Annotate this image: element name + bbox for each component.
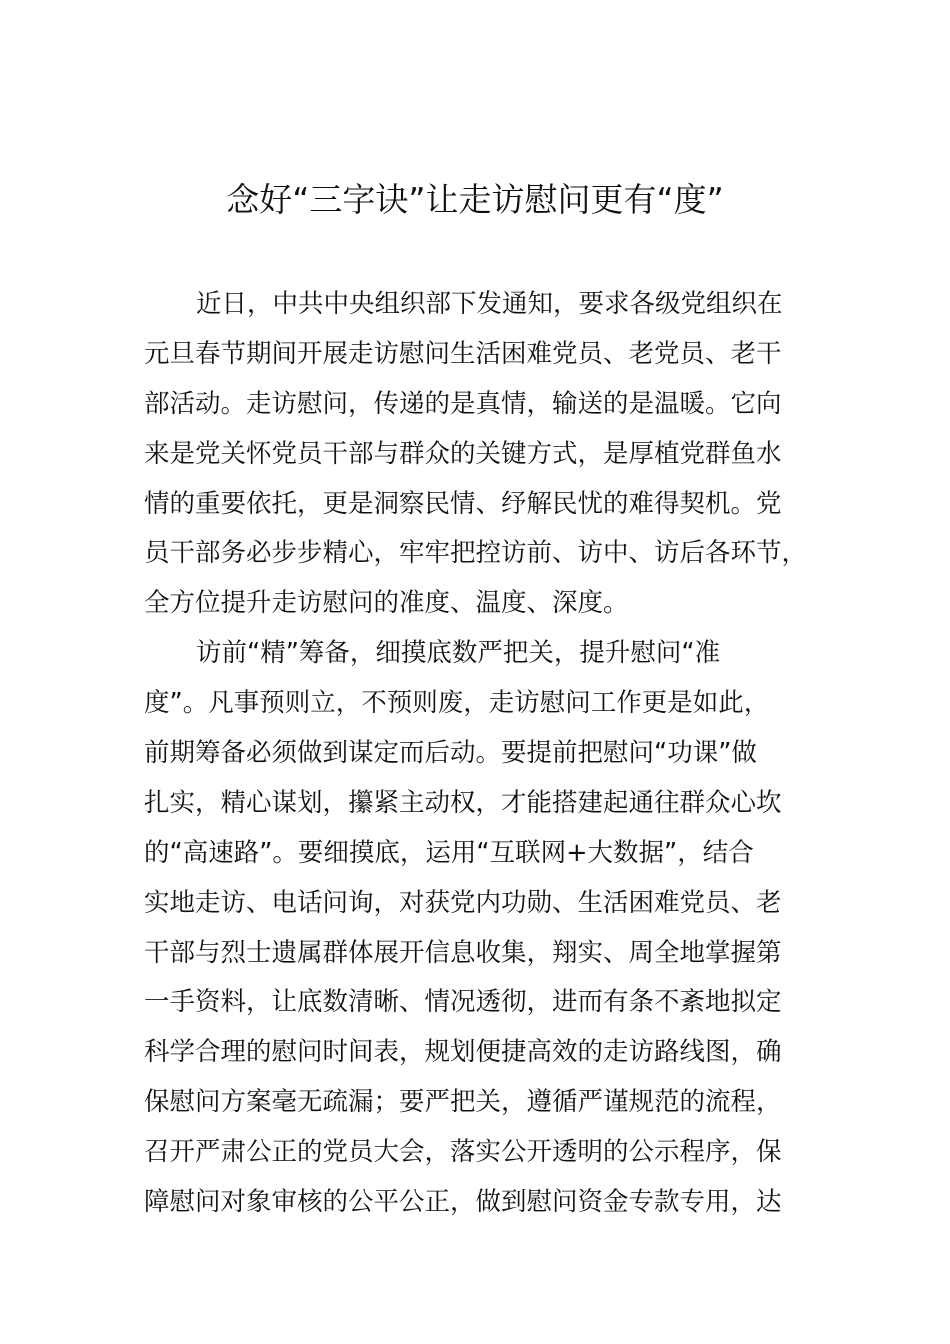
text-line: 保慰问方案毫无疏漏；要严把关，遵循严谨规范的流程， bbox=[144, 1087, 782, 1118]
text-line: 干部与烈士遗属群体展开信息收集，翔实、周全地掌握第 bbox=[144, 937, 782, 968]
text-line: 近日，中共中央组织部下发通知，要求各级党组织在 bbox=[196, 289, 783, 319]
article-title: 念好“三字诀”让走访慰问更有“度” bbox=[226, 180, 724, 219]
text-line: 来是党关怀党员干部与群众的关键方式，是厚植党群鱼水 bbox=[144, 438, 782, 469]
text-line: 访前“精”筹备，细摸底数严把关，提升慰问“准 bbox=[196, 638, 721, 669]
text-line: 情的重要依托，更是洞察民情、纾解民忧的难得契机。党 bbox=[144, 488, 782, 519]
text-line: 度”。凡事预则立，不预则废，走访慰问工作更是如此， bbox=[144, 688, 770, 719]
text-line: 召开严肃公正的党员大会，落实公开透明的公示程序，保 bbox=[144, 1137, 782, 1168]
article-body bbox=[144, 280, 824, 1228]
text-line: 一手资料，让底数清晰、情况透彻，进而有条不紊地拟定 bbox=[144, 987, 782, 1018]
text-line: 实地走访、电话问询，对获党内功勋、生活困难党员、老 bbox=[144, 887, 782, 918]
text-line: 全方位提升走访慰问的准度、温度、深度。 bbox=[144, 588, 629, 619]
text-line: 的“高速路”。要细摸底，运用“互联网+大数据”，结合 bbox=[144, 837, 754, 868]
text-line: 科学合理的慰问时间表，规划便捷高效的走访路线图，确 bbox=[144, 1037, 782, 1068]
text-line: 障慰问对象审核的公平公正，做到慰问资金专款专用，达 bbox=[144, 1187, 782, 1218]
text-line: 前期筹备必须做到谋定而后动。要提前把慰问“功课”做 bbox=[144, 738, 757, 769]
text-line: 员干部务必步步精心，牢牢把控访前、访中、访后各环节， bbox=[144, 538, 808, 569]
text-line: 元旦春节期间开展走访慰问生活困难党员、老党员、老干 bbox=[144, 338, 782, 369]
text-line: 扎实，精心谋划，攥紧主动权，才能搭建起通往群众心坎 bbox=[144, 787, 782, 818]
text-line: 部活动。走访慰问，传递的是真情，输送的是温暖。它向 bbox=[144, 388, 782, 419]
